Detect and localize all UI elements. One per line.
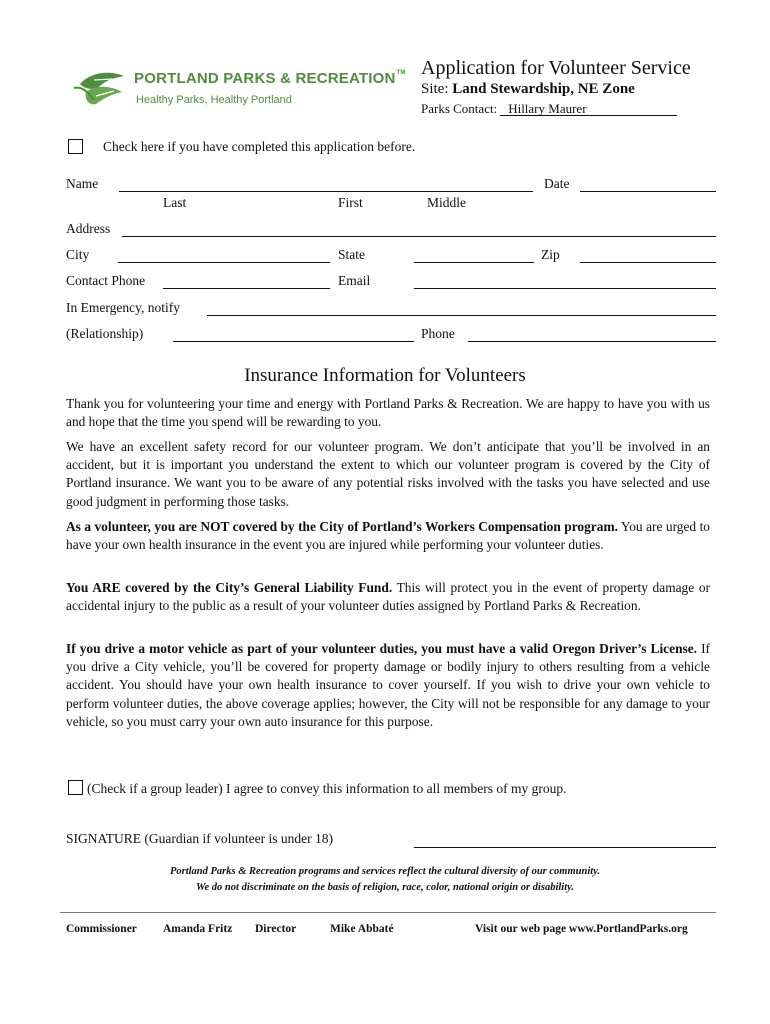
relationship-label: (Relationship) <box>66 326 144 341</box>
form-title: Application for Volunteer Service <box>421 57 691 79</box>
name-field[interactable] <box>119 191 533 192</box>
address-field[interactable] <box>122 236 716 237</box>
state-field[interactable] <box>414 262 534 263</box>
signature-label: SIGNATURE (Guardian if volunteer is under 18) <box>66 831 333 846</box>
name-label: Name <box>66 176 99 191</box>
date-label: Date <box>544 176 570 191</box>
leaf-logo-icon <box>72 70 132 110</box>
address-label: Address <box>66 221 111 236</box>
insurance-paragraph-1: Thank you for volunteering your time and energy with Portland Parks & Recreation. We are happy to have you with us and hope that the time you spend will be rewarding to you. <box>66 396 710 430</box>
insurance-paragraph-3: As a volunteer, you are NOT covered by the City of Portland’s Workers Compensation program. You are urged to have your own health insurance in the event you are injured while performing your volunteer duties. <box>66 519 710 553</box>
insurance-paragraph-2: We have an excellent safety record for our volunteer program. We don’t anticipate that you’ll be involved in an accident, but it is important you understand the extent to which our volunteer program is covered by the City of Portland insurance. We want you to be aware of any potential risks involved with the tasks you have selected and use good judgment in performing those tasks. <box>66 439 710 509</box>
site-line: Site: Land Stewardship, NE Zone <box>421 81 635 97</box>
parks-contact-line: Parks Contact: Hillary Maurer <box>421 101 677 117</box>
website-link[interactable]: Visit our web page www.PortlandParks.org <box>475 923 688 935</box>
date-field[interactable] <box>580 191 716 192</box>
email-field[interactable] <box>414 288 716 289</box>
group-leader-checkbox[interactable] <box>68 780 83 795</box>
nondiscrimination-line-1: Portland Parks & Recreation programs and services reflect the cultural diversity of our community. <box>169 866 601 877</box>
first-label: First <box>338 195 363 210</box>
city-field[interactable] <box>118 262 330 263</box>
logo-tagline: Healthy Parks, Healthy Portland <box>136 94 292 106</box>
emergency-label: In Emergency, notify <box>66 300 180 315</box>
contact-phone-field[interactable] <box>163 288 330 289</box>
city-label: City <box>66 247 90 262</box>
contact-phone-label: Contact Phone <box>66 273 146 288</box>
parks-contact-value: Hillary Maurer <box>500 102 677 116</box>
group-leader-label: (Check if a group leader) I agree to convey this information to all members of my group. <box>87 781 567 796</box>
middle-label: Middle <box>427 195 466 210</box>
director-name: Mike Abbaté <box>330 923 394 935</box>
email-label: Email <box>338 273 371 288</box>
phone-field[interactable] <box>468 341 716 342</box>
completed-before-label: Check here if you have completed this application before. <box>103 139 416 154</box>
phone-label: Phone <box>421 326 455 341</box>
ppr-logo <box>72 70 406 112</box>
director-label: Director <box>255 923 297 935</box>
logo-name: PORTLAND PARKS & RECREATION™ <box>134 70 406 87</box>
state-label: State <box>338 247 365 262</box>
insurance-paragraph-4: You ARE covered by the City’s General Liability Fund. This will protect you in the event of property damage or accidental injury to the public as a result of your volunteer duties assigned by Portland Parks & Recreation. <box>66 580 710 614</box>
zip-field[interactable] <box>580 262 716 263</box>
signature-field[interactable] <box>414 847 716 848</box>
commissioner-label: Commissioner <box>66 923 137 935</box>
commissioner-name: Amanda Fritz <box>163 923 233 935</box>
insurance-title: Insurance Information for Volunteers <box>244 365 526 386</box>
relationship-field[interactable] <box>173 341 414 342</box>
zip-label: Zip <box>541 247 560 262</box>
emergency-field[interactable] <box>207 315 716 316</box>
site-value: Land Stewardship, NE Zone <box>452 81 635 97</box>
footer-divider <box>60 912 716 913</box>
insurance-paragraph-5: If you drive a motor vehicle as part of your volunteer duties, you must have a valid Oregon Driver’s License. If you drive a City vehicle, you’ll be covered for property damage or bodily injury to others resulting from a vehicle accident. You should have your own health insurance to cover yourself. If you wish to drive your own vehicle to perform volunteer duties, the above coverage applies; however, the City will not be responsible for any damage to your vehicle, so you must carry your own auto insurance for this purpose. <box>66 641 710 729</box>
completed-before-checkbox[interactable] <box>68 139 83 154</box>
nondiscrimination-line-2: We do not discriminate on the basis of religion, race, color, national origin or disability. <box>195 882 575 893</box>
last-label: Last <box>163 195 187 210</box>
